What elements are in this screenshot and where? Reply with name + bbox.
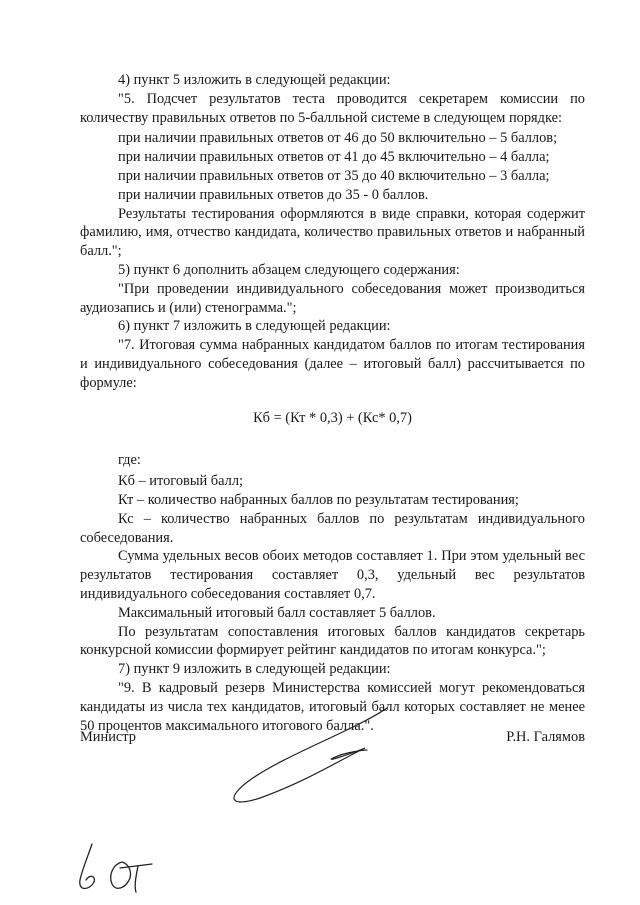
interview-text: "При проведении индивидуального собеседования может производиться аудиозапись и (или) стенограмма."; <box>80 280 585 316</box>
signatory-name: Р.Н. Галямов <box>506 729 585 745</box>
item7-text: "7. Итоговая сумма набранных кандидатом баллов по итогам тестирования и индивидуального собеседования (далее – итоговый балл) рассчитывается по формуле: <box>80 337 585 391</box>
item5-text: "5. Подсчет результатов теста проводится секретарем комиссии по количеству правильных ответов по 5-балльной системе в следующем порядке: <box>80 90 585 126</box>
grade-5: при наличии правильных ответов от 46 до 50 включительно – 5 баллов; <box>118 130 558 147</box>
item6-heading: 6) пункт 7 изложить в следующей редакции: <box>118 318 391 335</box>
formula: Кб = (Кт * 0,3) + (Кс* 0,7) <box>253 409 412 426</box>
signatory-title: Министр <box>80 729 136 745</box>
definition-kb: Кб – итоговый балл; <box>118 473 244 490</box>
grade-3: при наличии правильных ответов от 35 до 40 включительно – 3 балла; <box>118 167 550 184</box>
handwritten-initials <box>60 838 170 898</box>
definition-kt: Кт – количество набранных баллов по результатам тестирования; <box>118 491 519 508</box>
grade-0: при наличии правильных ответов до 35 - 0 баллов. <box>118 186 429 203</box>
item5-heading: 5) пункт 6 дополнить абзацем следующего содержания: <box>118 261 460 278</box>
rating-text: По результатам сопоставления итоговых баллов кандидатов секретарь конкурсной комиссии формирует рейтинг кандидатов по итогам конкурса."; <box>80 623 585 659</box>
weights-text: Сумма удельных весов обоих методов составляет 1. При этом удельный вес результатов тестирования составляет 0,3, удельный вес результатов индивидуального собеседования составляет 0,7. <box>80 548 585 602</box>
where-label: где: <box>118 452 141 469</box>
item7-heading: 7) пункт 9 изложить в следующей редакции: <box>118 661 391 678</box>
item4-heading: 4) пункт 5 изложить в следующей редакции: <box>118 72 391 88</box>
definition-kc: Кс – количество набранных баллов по результатам индивидуального собеседования. <box>80 510 585 546</box>
max-score-text: Максимальный итоговый балл составляет 5 баллов. <box>118 604 436 621</box>
item9-text: "9. В кадровый резерв Министерства комиссией могут рекомендоваться кандидаты из числа тех кандидатов, итоговый балл которых составляет не менее 50 процентов максимального итогового балла.". <box>80 679 585 734</box>
grade-4: при наличии правильных ответов от 41 до 45 включительно – 4 балла; <box>118 149 550 166</box>
results-text: Результаты тестирования оформляются в виде справки, которая содержит фамилию, имя, отчество кандидата, количество правильных ответов и набранный балл."; <box>80 205 585 260</box>
handwritten-signature <box>215 700 405 810</box>
